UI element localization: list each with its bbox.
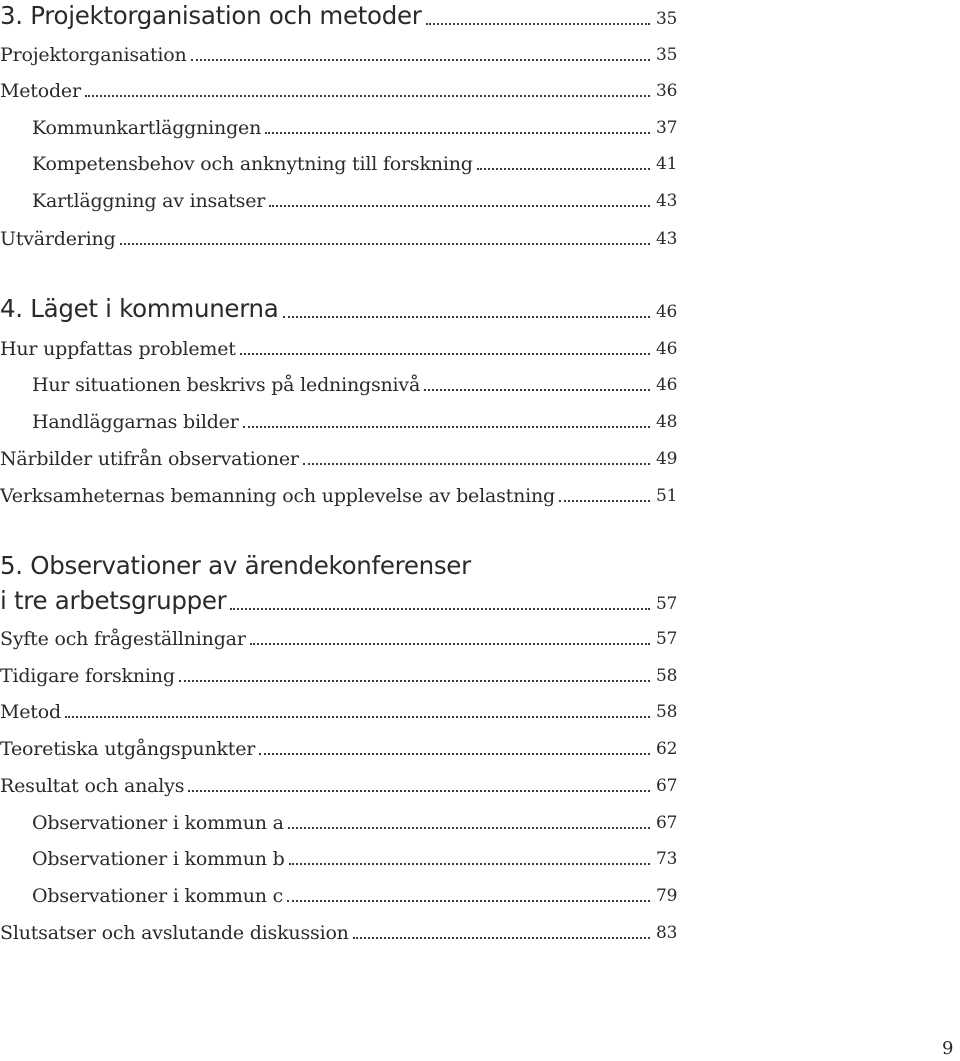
toc-entry[interactable] (0, 738, 690, 760)
leader-dots (188, 787, 650, 792)
page-number: 35 (656, 45, 678, 65)
page-number: 67 (656, 776, 678, 796)
leader-dots (288, 824, 650, 829)
page-number: 57 (656, 629, 678, 649)
entry-title: Utvärdering (0, 228, 116, 250)
toc-entry[interactable] (0, 190, 690, 212)
leader-dots (65, 713, 650, 718)
leader-dots (283, 313, 651, 318)
leader-dots (240, 350, 650, 355)
chapter-title-line2: i tre arbetsgrupper (0, 586, 227, 615)
leader-dots (120, 240, 650, 245)
chapter-title: 3. Projektorganisation och metoder (0, 1, 422, 30)
page-number: 35 (656, 9, 678, 29)
toc-chapter-3[interactable] (0, 2, 690, 30)
page-number: 43 (656, 229, 678, 249)
page-number: 49 (656, 449, 678, 469)
toc-entry[interactable] (0, 665, 690, 687)
entry-title: Tidigare forskning (0, 665, 175, 687)
toc-entry[interactable] (0, 775, 690, 797)
page-number: 36 (656, 81, 678, 101)
entry-title: Kartläggning av insatser (32, 190, 266, 212)
entry-title: Syfte och frågeställningar (0, 628, 246, 650)
toc-entry[interactable] (0, 848, 690, 870)
leader-dots (303, 460, 650, 465)
toc-entry[interactable] (0, 153, 690, 175)
toc-entry[interactable] (0, 44, 690, 66)
toc-entry[interactable] (0, 117, 690, 139)
toc-entry[interactable] (0, 374, 690, 396)
toc-entry[interactable] (0, 628, 690, 650)
leader-dots (477, 165, 650, 170)
page-number: 79 (656, 886, 678, 906)
toc-chapter-5[interactable] (0, 587, 690, 615)
toc-entry[interactable] (0, 411, 690, 433)
page-number: 46 (656, 375, 678, 395)
entry-title: Hur uppfattas problemet (0, 338, 236, 360)
entry-title: Hur situationen beskrivs på ledningsnivå (32, 374, 421, 396)
entry-title: Metod (0, 701, 61, 723)
entry-title: Slutsatser och avslutande diskussion (0, 922, 349, 944)
leader-dots (230, 605, 650, 610)
entry-title: Metoder (0, 80, 81, 102)
toc-entry[interactable] (0, 885, 690, 907)
entry-title: Teoretiska utgångspunkter (0, 738, 256, 760)
leader-dots (269, 202, 650, 207)
entry-title: Handläggarnas bilder (32, 411, 239, 433)
leader-dots (426, 20, 650, 25)
page-number: 83 (656, 923, 678, 943)
leader-dots (559, 497, 650, 502)
toc-entry[interactable] (0, 338, 690, 360)
page-number: 73 (656, 849, 678, 869)
leader-dots (191, 56, 650, 61)
page-number: 62 (656, 739, 678, 759)
page-number: 48 (656, 412, 678, 432)
entry-title: Resultat och analys (0, 775, 185, 797)
page-number: 43 (656, 191, 678, 211)
toc-chapter-4[interactable] (0, 295, 690, 323)
entry-title: Observationer i kommun c (32, 885, 284, 907)
entry-title: Projektorganisation (0, 44, 187, 66)
page-number: 41 (656, 154, 678, 174)
leader-dots (287, 897, 650, 902)
page-folio: 9 (942, 1038, 954, 1059)
page-number: 51 (656, 486, 678, 506)
entry-title: Kommunkartläggningen (32, 117, 262, 139)
entry-title: Närbilder utifrån observationer (0, 448, 299, 470)
entry-title: Verksamheternas bemanning och upplevelse av belastning (0, 485, 555, 507)
toc-entry[interactable] (0, 448, 690, 470)
leader-dots (424, 386, 650, 391)
page-number: 46 (656, 302, 678, 322)
page-number: 58 (656, 666, 678, 686)
page-number: 46 (656, 339, 678, 359)
leader-dots (250, 640, 650, 645)
page-number: 37 (656, 118, 678, 138)
chapter-5-title-line1[interactable]: 5. Observationer av ärendekonferenser (0, 551, 471, 580)
toc-entry[interactable] (0, 812, 690, 834)
leader-dots (265, 129, 650, 134)
toc-entry[interactable] (0, 80, 690, 102)
leader-dots (353, 934, 650, 939)
leader-dots (243, 423, 650, 428)
leader-dots (289, 860, 650, 865)
toc-entry[interactable] (0, 485, 690, 507)
entry-title: Observationer i kommun b (32, 848, 285, 870)
chapter-title: 4. Läget i kommunerna (0, 294, 279, 323)
toc-entry[interactable] (0, 228, 690, 250)
entry-title: Observationer i kommun a (32, 812, 284, 834)
toc-entry[interactable] (0, 922, 690, 944)
leader-dots (85, 92, 650, 97)
toc-entry[interactable] (0, 701, 690, 723)
entry-title: Kompetensbehov och anknytning till forskning (32, 153, 473, 175)
leader-dots (259, 750, 650, 755)
page-number: 58 (656, 702, 678, 722)
page-number: 67 (656, 813, 678, 833)
leader-dots (179, 677, 650, 682)
page-number: 57 (656, 594, 678, 614)
